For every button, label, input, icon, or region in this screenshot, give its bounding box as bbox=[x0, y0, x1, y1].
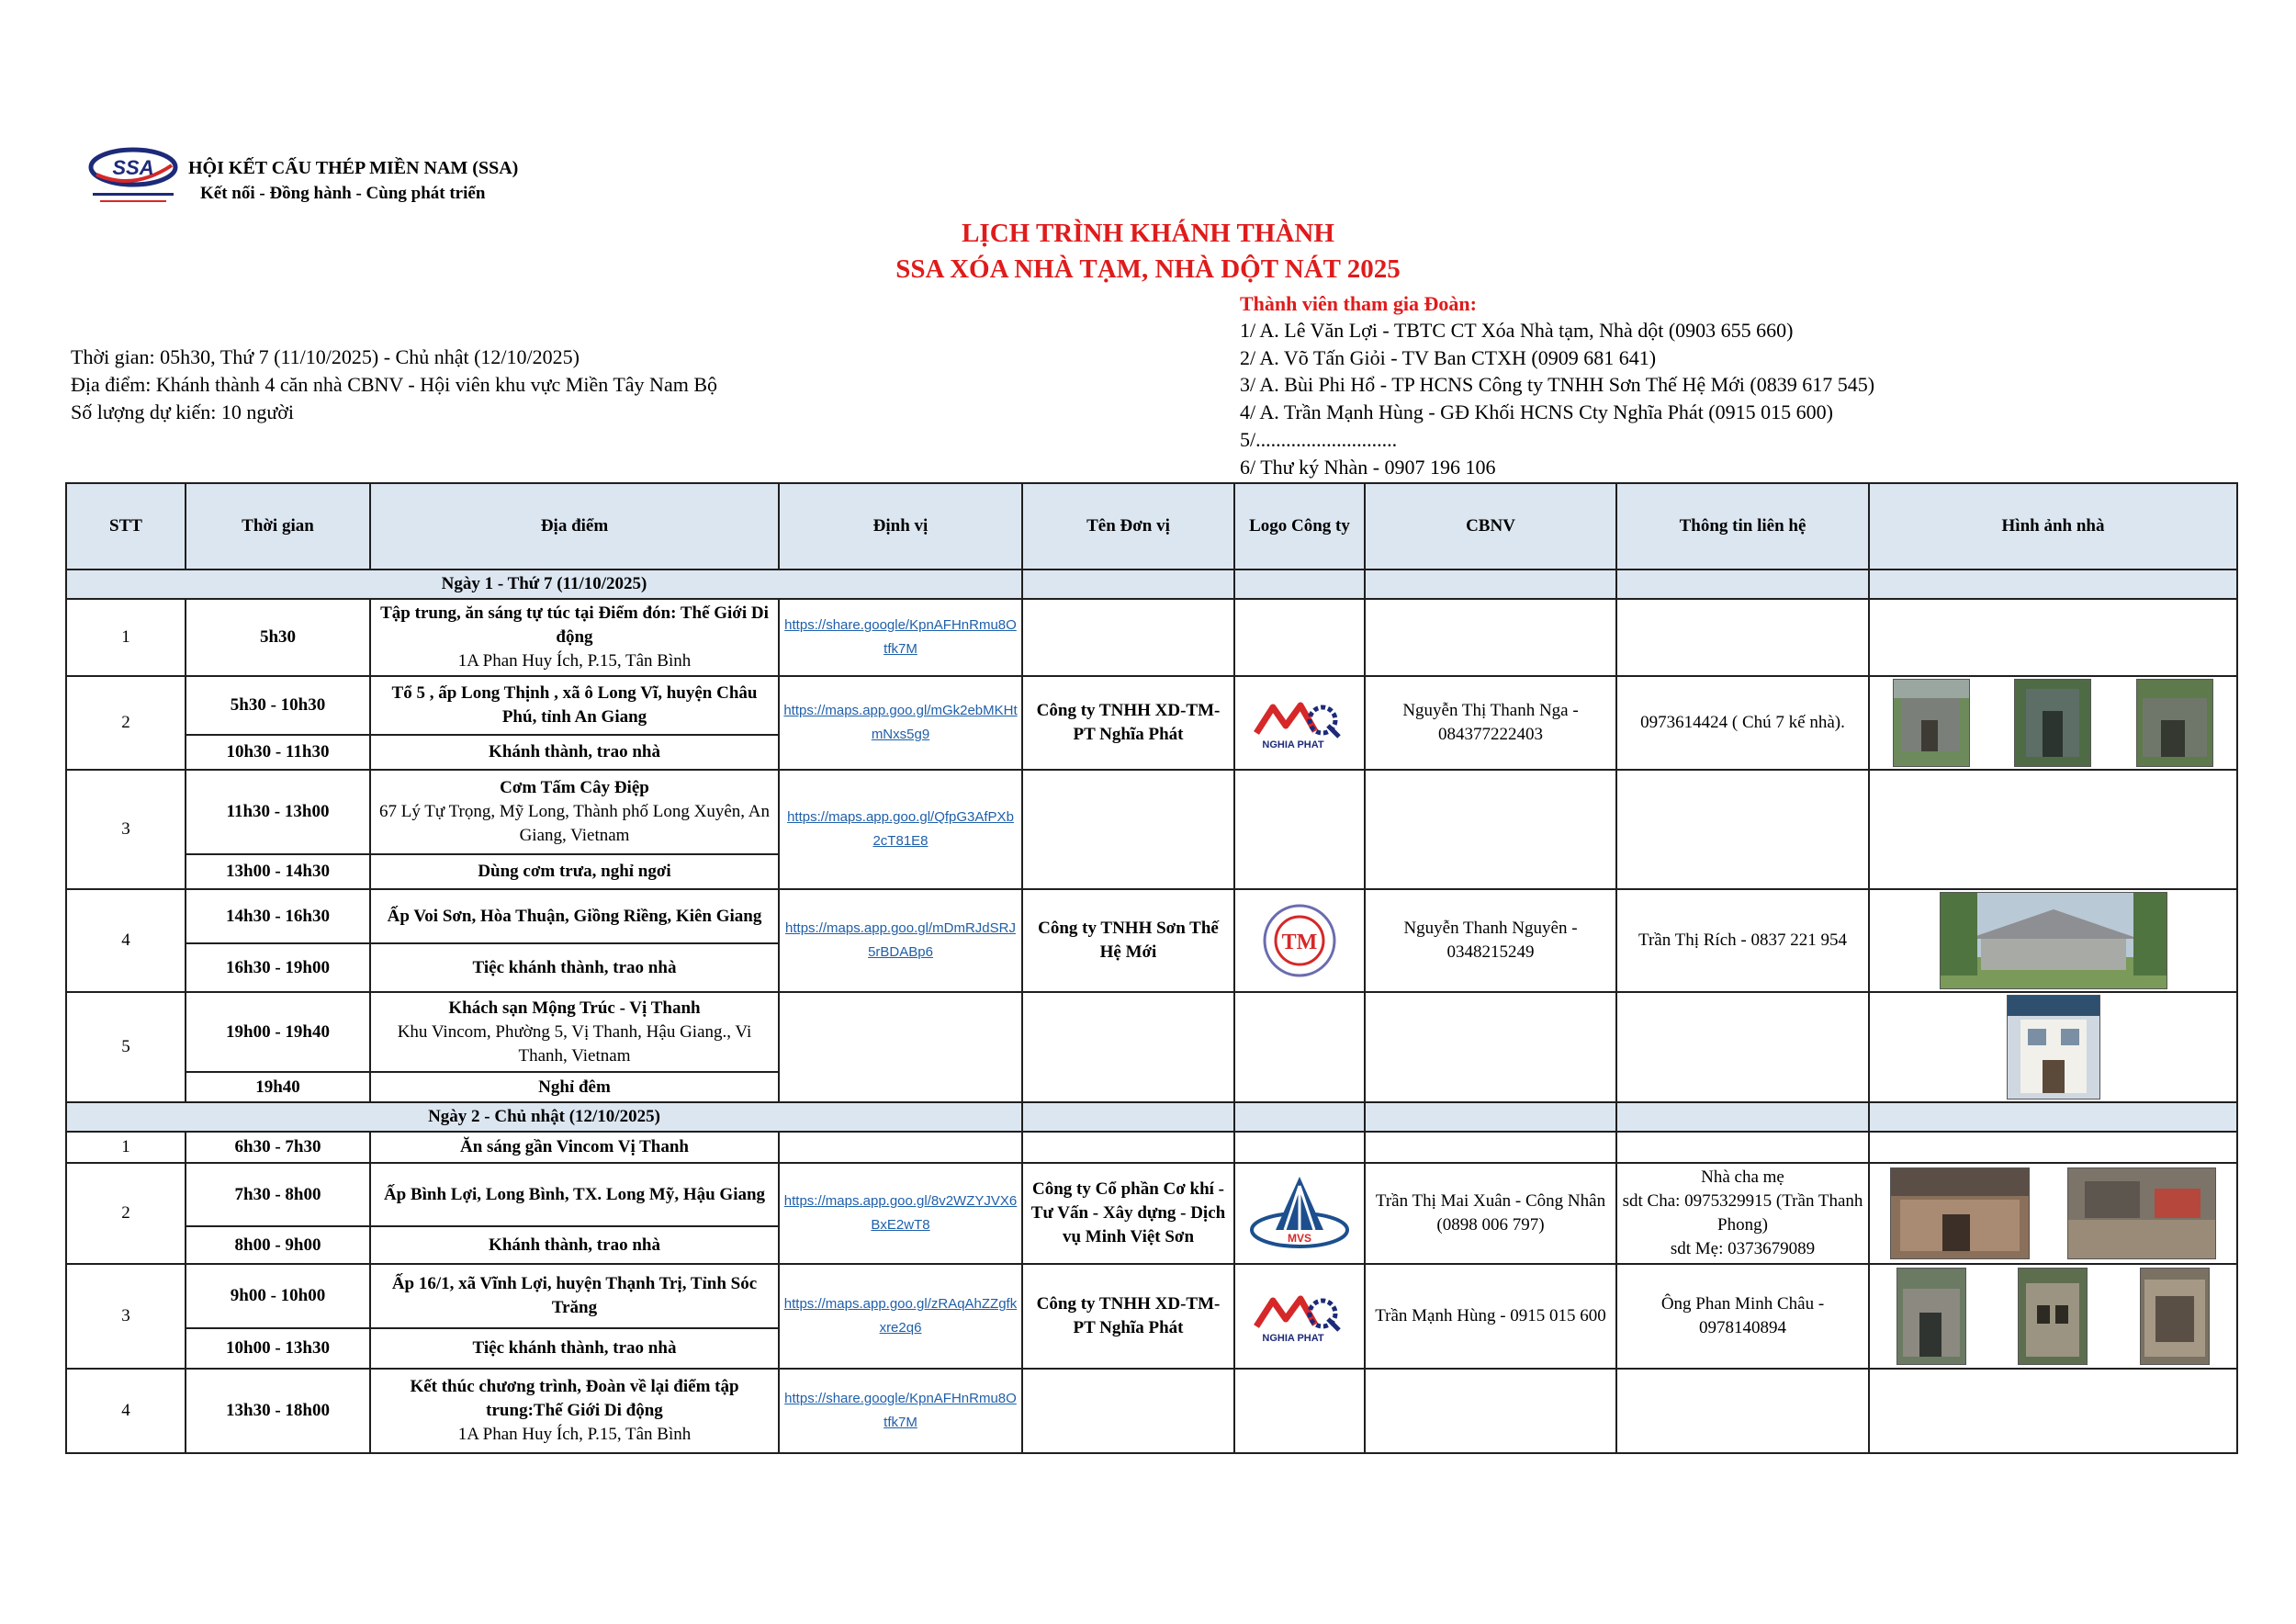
time-cell: 8h00 - 9h00 bbox=[186, 1226, 370, 1264]
stt-cell: 5 bbox=[66, 992, 186, 1102]
time-cell: 10h30 - 11h30 bbox=[186, 735, 370, 770]
staff-cell: Trần Mạnh Hùng - 0915 015 600 bbox=[1365, 1264, 1616, 1369]
member-item: 3/ A. Bùi Phi Hổ - TP HCNS Công ty TNHH Sơn Thế Hệ Mới (0839 617 545) bbox=[1240, 373, 1875, 396]
time-cell: 16h30 - 19h00 bbox=[186, 943, 370, 992]
photos-cell bbox=[1869, 1264, 2237, 1369]
page-subtitle: SSA XÓA NHÀ TẠM, NHÀ DỘT NÁT 2025 bbox=[895, 254, 1401, 284]
place-address: Khu Vincom, Phường 5, Vị Thanh, Hậu Giang., Vi Thanh, Vietnam bbox=[397, 1021, 752, 1066]
time-cell: 13h30 - 18h00 bbox=[186, 1369, 370, 1453]
info-count: Số lượng dự kiến: 10 người bbox=[71, 400, 294, 423]
nghia-phat-logo-text: NGHIA PHAT bbox=[1262, 739, 1324, 750]
place-cell: Khánh thành, trao nhà bbox=[370, 1226, 779, 1264]
place-cell: Nghỉ đêm bbox=[370, 1072, 779, 1102]
place-cell: Khánh thành, trao nhà bbox=[370, 735, 779, 770]
stt-cell: 3 bbox=[66, 1264, 186, 1369]
col-header-location: Định vị bbox=[779, 483, 1022, 570]
map-link[interactable]: https://maps.app.goo.gl/zRAqAhZZgfkxre2q6 bbox=[779, 1264, 1022, 1369]
house-photo bbox=[2067, 1167, 2216, 1259]
time-cell: 19h00 - 19h40 bbox=[186, 992, 370, 1072]
org-slogan: Kết nối - Đồng hành - Cùng phát triển bbox=[200, 184, 486, 203]
logo-cell bbox=[1234, 1264, 1365, 1369]
members-title: Thành viên tham gia Đoàn: bbox=[1240, 292, 1477, 315]
time-cell: 9h00 - 10h00 bbox=[186, 1264, 370, 1328]
member-item: 2/ A. Võ Tấn Giỏi - TV Ban CTXH (0909 681 641) bbox=[1240, 346, 1657, 369]
place-cell: Ấp 16/1, xã Vĩnh Lợi, huyện Thạnh Trị, Tỉnh Sóc Trăng bbox=[370, 1264, 779, 1328]
place-title: Cơm Tấm Cây Điệp bbox=[500, 778, 649, 797]
house-photo bbox=[2140, 1268, 2210, 1365]
col-header-staff: CBNV bbox=[1365, 483, 1616, 570]
col-header-photos: Hình ảnh nhà bbox=[1869, 483, 2237, 570]
col-header-logo: Logo Công ty bbox=[1234, 483, 1365, 570]
house-photo bbox=[1893, 679, 1970, 767]
map-link[interactable]: https://maps.app.goo.gl/mGk2ebMKHtmNxs5g9 bbox=[779, 676, 1022, 770]
place-address: 1A Phan Huy Ích, P.15, Tân Bình bbox=[457, 651, 692, 671]
stt-cell: 1 bbox=[66, 1132, 186, 1163]
place-cell: Dùng cơm trưa, nghỉ ngơi bbox=[370, 854, 779, 889]
mvs-logo bbox=[1248, 1173, 1351, 1254]
map-link[interactable]: https://maps.app.goo.gl/mDmRJdSRJ5rBDABp6 bbox=[779, 889, 1022, 992]
place-title: Khách sạn Mộng Trúc - Vị Thanh bbox=[448, 998, 701, 1018]
col-header-time: Thời gian bbox=[186, 483, 370, 570]
member-item: 1/ A. Lê Văn Lợi - TBTC CT Xóa Nhà tạm, Nhà dột (0903 655 660) bbox=[1240, 319, 1794, 342]
member-item: 5/............................ bbox=[1240, 428, 1398, 451]
place-cell: Ăn sáng gần Vincom Vị Thanh bbox=[370, 1132, 779, 1163]
hotel-photo bbox=[2007, 995, 2100, 1100]
photos-cell bbox=[1869, 992, 2237, 1102]
company-cell: Công ty TNHH XD-TM-PT Nghĩa Phát bbox=[1022, 1264, 1234, 1369]
time-cell: 6h30 - 7h30 bbox=[186, 1132, 370, 1163]
place-cell bbox=[370, 992, 779, 1072]
stt-cell: 2 bbox=[66, 1163, 186, 1264]
table-row bbox=[66, 1163, 2237, 1226]
place-title: Kết thúc chương trình, Đoàn về lại điểm tập trung:Thế Giới Di động bbox=[410, 1377, 739, 1420]
stt-cell: 4 bbox=[66, 889, 186, 992]
photos-cell bbox=[1869, 1163, 2237, 1264]
col-header-place: Địa điểm bbox=[370, 483, 779, 570]
place-address: 1A Phan Huy Ích, P.15, Tân Bình bbox=[457, 1425, 692, 1444]
table-row bbox=[66, 676, 2237, 735]
stt-cell: 2 bbox=[66, 676, 186, 770]
member-item: 4/ A. Trần Mạnh Hùng - GĐ Khối HCNS Cty Nghĩa Phát (0915 015 600) bbox=[1240, 400, 1833, 423]
staff-cell: Nguyễn Thị Thanh Nga - 084377222403 bbox=[1365, 676, 1616, 770]
ssa-logo-text: SSA bbox=[112, 156, 154, 179]
place-cell: Tổ 5 , ấp Long Thịnh , xã ô Long Vĩ, huyện Châu Phú, tỉnh An Giang bbox=[370, 676, 779, 735]
stt-cell: 1 bbox=[66, 599, 186, 676]
table-header-row bbox=[66, 483, 2237, 570]
logo-cell bbox=[1234, 1163, 1365, 1264]
day-1-label: Ngày 1 - Thứ 7 (11/10/2025) bbox=[66, 570, 1022, 599]
logo-cell bbox=[1234, 676, 1365, 770]
house-photo bbox=[1896, 1268, 1966, 1365]
table-row bbox=[66, 992, 2237, 1072]
table-row bbox=[66, 1369, 2237, 1453]
table-row bbox=[66, 889, 2237, 943]
place-cell: Tiệc khánh thành, trao nhà bbox=[370, 943, 779, 992]
map-link[interactable]: https://share.google/KpnAFHnRmu8Otfk7M bbox=[779, 599, 1022, 676]
staff-cell: Nguyễn Thanh Nguyên - 0348215249 bbox=[1365, 889, 1616, 992]
contact-line: Nhà cha mẹ bbox=[1701, 1167, 1784, 1187]
logo-cell bbox=[1234, 889, 1365, 992]
place-title: Tập trung, ăn sáng tự túc tại Điểm đón: Thế Giới Di động bbox=[380, 603, 769, 647]
nghia-phat-logo bbox=[1249, 1288, 1350, 1345]
day-row bbox=[66, 1102, 2237, 1132]
mvs-logo-text: MVS bbox=[1287, 1232, 1312, 1245]
ssa-logo bbox=[87, 147, 179, 211]
contact-cell: Trần Thị Rích - 0837 221 954 bbox=[1616, 889, 1869, 992]
page-title: LỊCH TRÌNH KHÁNH THÀNH bbox=[962, 219, 1334, 248]
time-cell: 13h00 - 14h30 bbox=[186, 854, 370, 889]
company-cell: Công ty TNHH Sơn Thế Hệ Mới bbox=[1022, 889, 1234, 992]
schedule-table bbox=[65, 482, 2238, 1454]
time-cell: 5h30 bbox=[186, 599, 370, 676]
nghia-phat-logo bbox=[1249, 694, 1350, 751]
day-row bbox=[66, 570, 2237, 599]
table-row bbox=[66, 1132, 2237, 1163]
info-place: Địa điểm: Khánh thành 4 căn nhà CBNV - Hội viên khu vực Miền Tây Nam Bộ bbox=[71, 373, 717, 396]
place-cell bbox=[370, 599, 779, 676]
contact-line: sdt Mẹ: 0373679089 bbox=[1670, 1239, 1816, 1258]
map-link[interactable]: https://maps.app.goo.gl/8v2WZYJVX6BxE2wT8 bbox=[779, 1163, 1022, 1264]
contact-line: sdt Cha: 0975329915 (Trần Thanh Phong) bbox=[1622, 1191, 1863, 1235]
place-address: 67 Lý Tự Trọng, Mỹ Long, Thành phố Long Xuyên, An Giang, Vietnam bbox=[379, 802, 770, 845]
time-cell: 5h30 - 10h30 bbox=[186, 676, 370, 735]
company-cell: Công ty TNHH XD-TM-PT Nghĩa Phát bbox=[1022, 676, 1234, 770]
house-photo bbox=[2018, 1268, 2088, 1365]
table-row bbox=[66, 770, 2237, 854]
photos-cell bbox=[1869, 889, 2237, 992]
time-cell: 10h00 - 13h30 bbox=[186, 1328, 370, 1369]
time-cell: 14h30 - 16h30 bbox=[186, 889, 370, 943]
day-2-label: Ngày 2 - Chủ nhật (12/10/2025) bbox=[66, 1102, 1022, 1132]
time-cell: 19h40 bbox=[186, 1072, 370, 1102]
place-cell: Ấp Voi Sơn, Hòa Thuận, Giồng Riềng, Kiên Giang bbox=[370, 889, 779, 943]
col-header-company: Tên Đơn vị bbox=[1022, 483, 1234, 570]
table-row bbox=[66, 1264, 2237, 1328]
contact-cell: Ông Phan Minh Châu - 0978140894 bbox=[1616, 1264, 1869, 1369]
place-cell: Ấp Bình Lợi, Long Bình, TX. Long Mỹ, Hậu Giang bbox=[370, 1163, 779, 1226]
stt-cell: 3 bbox=[66, 770, 186, 889]
place-cell bbox=[370, 1369, 779, 1453]
time-cell: 11h30 - 13h00 bbox=[186, 770, 370, 854]
info-time: Thời gian: 05h30, Thứ 7 (11/10/2025) - Chủ nhật (12/10/2025) bbox=[71, 345, 580, 368]
member-item: 6/ Thư ký Nhàn - 0907 196 106 bbox=[1240, 456, 1496, 479]
place-cell: Tiệc khánh thành, trao nhà bbox=[370, 1328, 779, 1369]
house-photo bbox=[1940, 892, 2167, 989]
col-header-stt: STT bbox=[66, 483, 186, 570]
contact-cell: 0973614424 ( Chú 7 kế nhà). bbox=[1616, 676, 1869, 770]
contact-cell bbox=[1616, 1163, 1869, 1264]
time-cell: 7h30 - 8h00 bbox=[186, 1163, 370, 1226]
nghia-phat-logo-text: NGHIA PHAT bbox=[1262, 1333, 1324, 1344]
staff-cell: Trần Thị Mai Xuân - Công Nhân (0898 006 797) bbox=[1365, 1163, 1616, 1264]
org-name: HỘI KẾT CẤU THÉP MIỀN NAM (SSA) bbox=[188, 158, 519, 178]
photos-cell bbox=[1869, 676, 2237, 770]
col-header-contact: Thông tin liên hệ bbox=[1616, 483, 1869, 570]
map-link[interactable]: https://maps.app.goo.gl/QfpG3AfPXb2cT81E8 bbox=[779, 770, 1022, 889]
house-photo bbox=[2014, 679, 2091, 767]
table-row bbox=[66, 599, 2237, 676]
company-cell: Công ty Cổ phần Cơ khí - Tư Vấn - Xây dựng - Dịch vụ Minh Việt Sơn bbox=[1022, 1163, 1234, 1264]
stt-cell: 4 bbox=[66, 1369, 186, 1453]
house-photo bbox=[2136, 679, 2213, 767]
house-photo bbox=[1890, 1167, 2030, 1259]
map-link[interactable]: https://share.google/KpnAFHnRmu8Otfk7M bbox=[779, 1369, 1022, 1453]
place-cell bbox=[370, 770, 779, 854]
the-he-moi-logo-text: TM bbox=[1281, 930, 1318, 954]
the-he-moi-logo bbox=[1261, 902, 1338, 979]
